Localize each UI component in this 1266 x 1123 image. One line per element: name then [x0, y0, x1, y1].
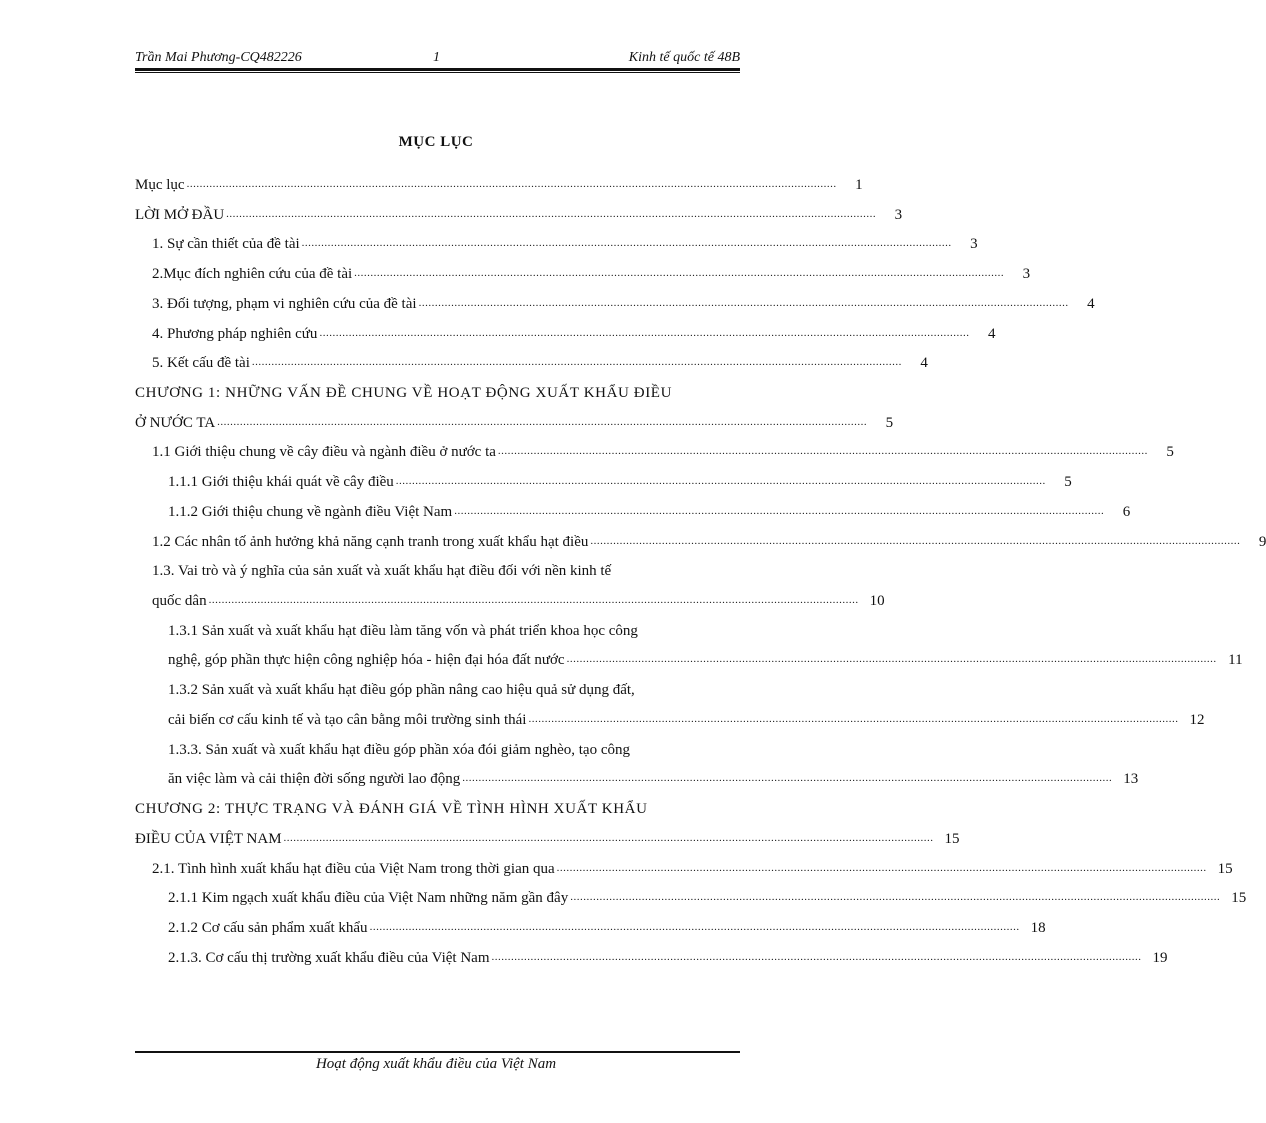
toc-entry[interactable] — [168, 883, 1247, 907]
toc-entry-page: 6 — [1122, 504, 1131, 520]
toc-entry-text: 1. Sự cần thiết của đề tài — [152, 236, 300, 252]
toc-leader: ........................................................................................................................................................................................................ — [217, 416, 868, 428]
toc-entry[interactable] — [135, 794, 740, 818]
toc-entry-page: 5 — [1064, 474, 1072, 490]
toc-entry-page: 11 — [1228, 652, 1243, 668]
toc-entry[interactable] — [168, 764, 1139, 788]
footer-divider — [135, 1051, 740, 1053]
toc-entry-page: 3 — [970, 236, 978, 252]
toc-entry-text: 2.1.1 Kim ngạch xuất khẩu điều của Việt Nam những năm gần đây — [168, 890, 569, 906]
toc-entry[interactable] — [152, 437, 1174, 461]
toc-leader: ........................................................................................................................................................................................................ — [566, 653, 1217, 665]
toc-entry-text: 1.1.2 Giới thiệu chung về ngành điều Việt Nam — [168, 504, 453, 520]
page-footer: Hoạt động xuất khẩu điều của Việt Nam — [315, 1056, 557, 1072]
toc-entry-page: 1 — [855, 177, 863, 193]
toc-entry[interactable] — [152, 319, 996, 343]
toc-entry-text: ĐIỀU CỦA VIỆT NAM — [135, 831, 282, 847]
page-header — [135, 50, 740, 68]
toc-entry[interactable] — [168, 943, 1168, 967]
toc-entry-page: 9 — [1258, 534, 1266, 550]
toc-entry-text: quốc dân — [152, 593, 207, 609]
toc-leader: ........................................................................................................................................................................................................ — [226, 208, 877, 220]
toc-leader: ........................................................................................................................................................................................................ — [354, 267, 1005, 279]
toc-entry-page: 4 — [920, 355, 928, 371]
toc-entry[interactable] — [152, 854, 1233, 878]
toc-entry-page: 15 — [1217, 861, 1233, 877]
toc-entry[interactable] — [152, 556, 740, 580]
toc-entry-text: 1.3.1 Sản xuất và xuất khẩu hạt điều làm tăng vốn và phát triển khoa học công — [168, 623, 638, 639]
toc-leader: ........................................................................................................................................................................................................ — [570, 891, 1221, 903]
toc-entry[interactable] — [168, 735, 740, 759]
toc-entry-text: 5. Kết cấu đề tài — [152, 355, 250, 371]
toc-entry[interactable] — [135, 378, 740, 402]
toc-leader: ........................................................................................................................................................................................................ — [418, 297, 1069, 309]
toc-entry[interactable] — [152, 348, 928, 372]
toc-entry[interactable] — [168, 705, 1205, 729]
toc-leader: ........................................................................................................................................................................................................ — [283, 832, 934, 844]
toc-entry[interactable] — [168, 467, 1072, 491]
toc-leader: ........................................................................................................................................................................................................ — [208, 594, 859, 606]
toc-entry[interactable] — [168, 497, 1131, 521]
toc-entry[interactable] — [168, 645, 1243, 669]
header-divider — [135, 68, 740, 73]
toc-entry[interactable] — [135, 408, 894, 432]
toc-leader: ........................................................................................................................................................................................................ — [251, 356, 902, 368]
toc-entry-page: 12 — [1189, 712, 1205, 728]
toc-entry-page: 4 — [987, 326, 996, 342]
toc-entry-page: 3 — [1022, 266, 1031, 282]
toc-entry-text: 2.1.3. Cơ cấu thị trường xuất khẩu điều của Việt Nam — [168, 950, 490, 966]
toc-entry[interactable] — [135, 200, 903, 224]
toc-entry-text: 1.1 Giới thiệu chung về cây điều và ngành điều ở nước ta — [152, 444, 496, 460]
toc-entry-text: cải biến cơ cấu kinh tế và tạo cân bằng môi trường sinh thái — [168, 712, 527, 728]
toc-leader: ........................................................................................................................................................................................................ — [319, 327, 970, 339]
toc-leader: ........................................................................................................................................................................................................ — [491, 951, 1142, 963]
toc-entry[interactable] — [168, 616, 740, 640]
toc-entry-text: Ở NƯỚC TA — [135, 415, 216, 431]
toc-entry[interactable] — [152, 229, 978, 253]
header-page-number: 1 — [433, 50, 440, 65]
toc-entry[interactable] — [168, 913, 1046, 937]
header-course: Kinh tế quốc tế 48B — [628, 50, 740, 65]
toc-entry-text: ăn việc làm và cải thiện đời sống người lao động — [168, 771, 461, 787]
toc-entry-text: nghệ, góp phần thực hiện công nghiệp hóa - hiện đại hóa đất nước — [168, 652, 565, 668]
toc-entry-text: LỜI MỞ ĐẦU — [135, 207, 225, 223]
toc-leader: ........................................................................................................................................................................................................ — [301, 237, 952, 249]
toc-leader: ........................................................................................................................................................................................................ — [497, 445, 1148, 457]
toc-entry-text: 1.1.1 Giới thiệu khái quát về cây điều — [168, 474, 394, 490]
toc-entry-text: 2.1.2 Cơ cấu sản phẩm xuất khẩu — [168, 920, 368, 936]
toc-entry-page: 18 — [1030, 920, 1046, 936]
toc-entry[interactable] — [135, 824, 960, 848]
toc-entry-page: 15 — [944, 831, 960, 847]
toc-entry[interactable] — [152, 527, 1266, 551]
toc-entry-text: Mục lục — [135, 177, 185, 193]
toc-entry-page: 5 — [885, 415, 894, 431]
toc-leader: ........................................................................................................................................................................................................ — [186, 178, 837, 190]
toc-entry-page: 4 — [1087, 296, 1095, 312]
header-author: Trần Mai Phương-CQ482226 — [135, 50, 302, 65]
toc-entry-text: 1.3. Vai trò và ý nghĩa của sản xuất và xuất khẩu hạt điều đối với nền kinh tế — [152, 563, 612, 579]
toc-entry-page: 5 — [1166, 444, 1174, 460]
toc-entry[interactable] — [152, 259, 1031, 283]
toc-entry-page: 13 — [1123, 771, 1139, 787]
toc-entry-text: 1.3.3. Sản xuất và xuất khẩu hạt điều góp phần xóa đói giảm nghèo, tạo công — [168, 742, 630, 758]
toc-entry-text: 2.1. Tình hình xuất khẩu hạt điều của Việt Nam trong thời gian qua — [152, 861, 555, 877]
toc-leader: ........................................................................................................................................................................................................ — [395, 475, 1046, 487]
toc-entry[interactable] — [168, 675, 740, 699]
toc-leader: ........................................................................................................................................................................................................ — [590, 535, 1241, 547]
toc-leader: ........................................................................................................................................................................................................ — [369, 921, 1020, 933]
toc-entry[interactable] — [152, 289, 1095, 313]
toc-entry[interactable] — [152, 586, 885, 610]
toc-entry-text: 4. Phương pháp nghiên cứu — [152, 326, 318, 342]
toc-entry-page: 15 — [1231, 890, 1247, 906]
toc-title: MỤC LỤC — [398, 134, 474, 150]
toc-entry-text: CHƯƠNG 1: NHỮNG VẤN ĐỀ CHUNG VỀ HOẠT ĐỘNG XUẤT KHẨU ĐIỀU — [135, 385, 673, 401]
toc-entry-text: 1.3.2 Sản xuất và xuất khẩu hạt điều góp phần nâng cao hiệu quả sử dụng đất, — [168, 682, 635, 698]
toc-entry-text: 1.2 Các nhân tố ảnh hưởng khả năng cạnh tranh trong xuất khẩu hạt điều — [152, 534, 589, 550]
toc-entry[interactable] — [135, 170, 863, 194]
toc-entry-text: CHƯƠNG 2: THỰC TRẠNG VÀ ĐÁNH GIÁ VỀ TÌNH HÌNH XUẤT KHẨU — [135, 801, 648, 817]
toc-entry-text: 2.Mục đích nghiên cứu của đề tài — [152, 266, 353, 282]
toc-entry-text: 3. Đối tượng, phạm vi nghiên cứu của đề tài — [152, 296, 417, 312]
toc-entry-page: 19 — [1152, 950, 1168, 966]
toc-leader: ........................................................................................................................................................................................................ — [454, 505, 1105, 517]
toc-leader: ........................................................................................................................................................................................................ — [528, 713, 1179, 725]
toc-leader: ........................................................................................................................................................................................................ — [556, 862, 1207, 874]
toc-leader: ........................................................................................................................................................................................................ — [462, 772, 1113, 784]
toc-entry-page: 3 — [894, 207, 903, 223]
toc-entry-page: 10 — [869, 593, 885, 609]
